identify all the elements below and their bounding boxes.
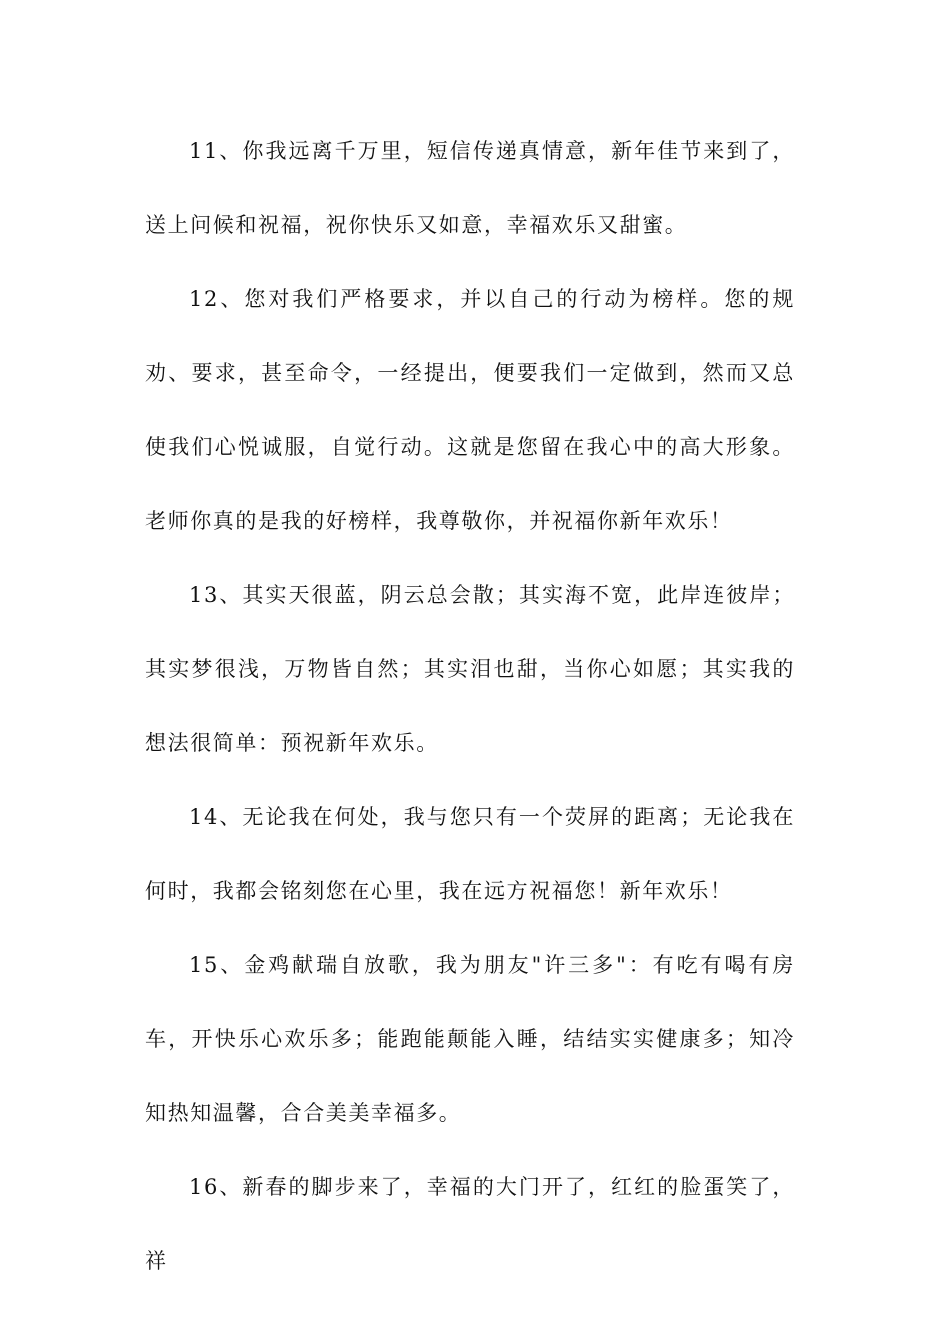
paragraph-12: 12、您对我们严格要求，并以自己的行动为榜样。您的规劝、要求，甚至命令，一经提出，便要我们一定做到，然而又总使我们心悦诚服，自觉行动。这就是您留在我心中的高大形象。老师你真的是我的好榜样，我尊敬你，并祝福你新年欢乐！ [145, 287, 795, 533]
paragraph-15: 15、金鸡献瑞自放歌，我为朋友"许三多"：有吃有喝有房车，开快乐心欢乐多；能跑能颠能入睡，结结实实健康多；知冷知热知温馨，合合美美幸福多。 [145, 953, 795, 1125]
paragraph-16: 16、新春的脚步来了，幸福的大门开了，红红的脸蛋笑了，祥 [145, 1175, 795, 1273]
paragraph-11: 11、你我远离千万里，短信传递真情意，新年佳节来到了，送上问候和祝福，祝你快乐又如意，幸福欢乐又甜蜜。 [145, 139, 795, 237]
document-body [145, 114, 795, 1298]
paragraph-13: 13、其实天很蓝，阴云总会散；其实海不宽，此岸连彼岸；其实梦很浅，万物皆自然；其实泪也甜，当你心如愿；其实我的想法很简单：预祝新年欢乐。 [145, 583, 795, 755]
paragraph-14: 14、无论我在何处，我与您只有一个荧屏的距离；无论我在何时，我都会铭刻您在心里，我在远方祝福您！新年欢乐！ [145, 805, 795, 903]
